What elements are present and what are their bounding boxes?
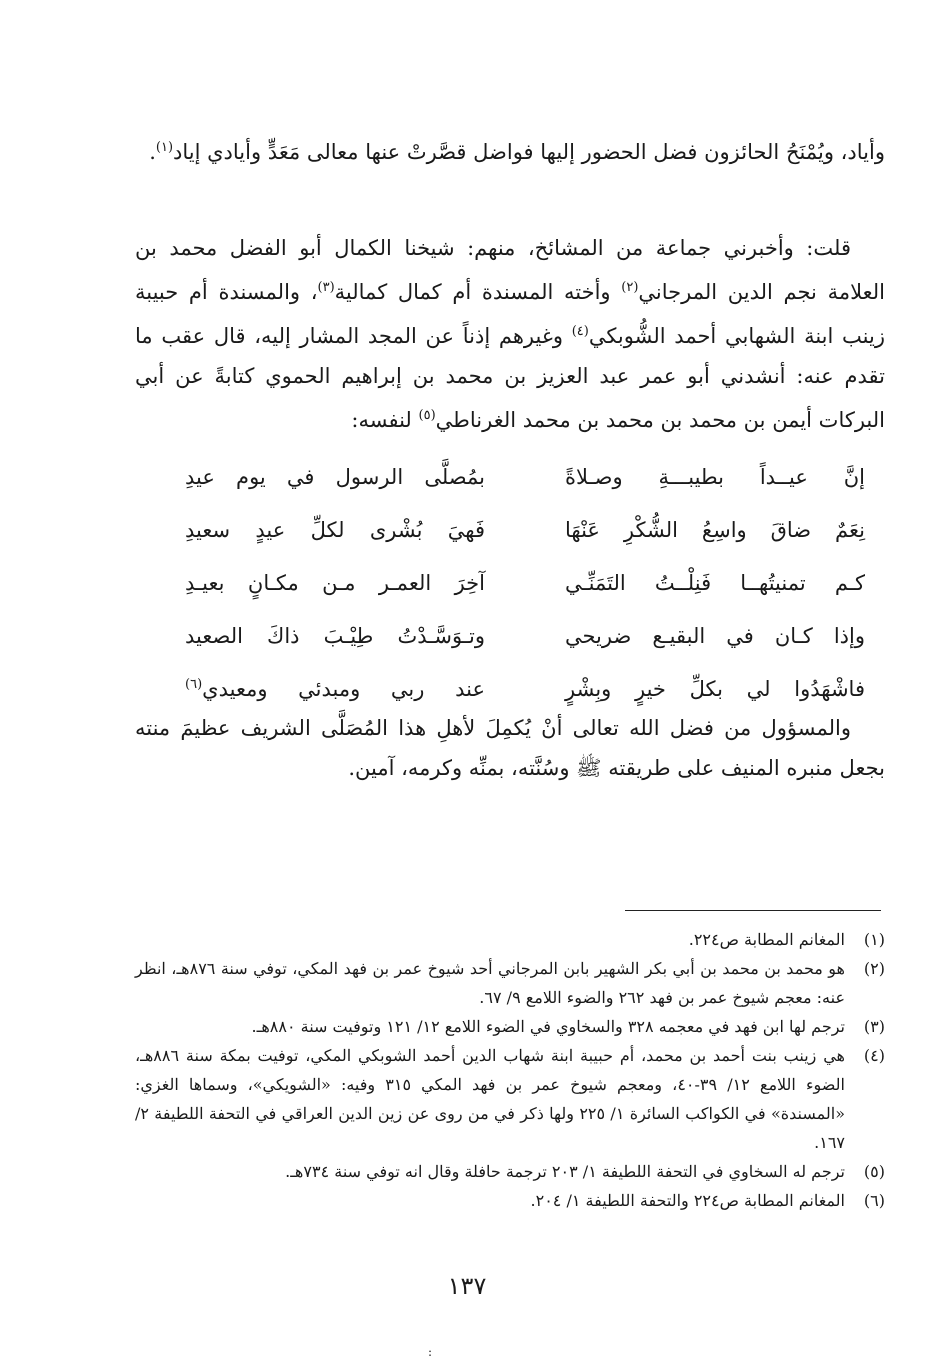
paragraph-chain-part2: وأخته المسندة أم كمال كمالية [334, 280, 622, 304]
paragraph-chain-part4: وغيرهم إذناً عن المجد المشار إليه، قال عقب ما تقدم عنه: أنشدني أبو عمر عبد العزيز بن محمد بن إبراهيم الحموي كتابةً عن أبي البركات أيمن بن محمد بن محمد بن محمد الغرناطي [135, 324, 885, 432]
poem-verse [185, 450, 865, 503]
verse-first-hemistich: إنَّ عيــداً بطيبـــةِ وصـلاةً [565, 464, 865, 489]
footnote-ref-5[interactable]: (٥) [418, 408, 436, 423]
paragraph-intro-end: . [149, 140, 156, 164]
footnote-ref-4[interactable]: (٤) [571, 324, 589, 339]
footnote-ref-3[interactable]: (٣) [317, 280, 335, 295]
footnote-text: ترجم له السخاوي في التحفة اللطيفة ١/ ٢٠٣ ترجمة حافلة وقال انه توفي سنة ٧٣٤هـ. [285, 1162, 845, 1181]
footnote-number: (٤) [863, 1046, 885, 1065]
footnote-number: (١) [863, 930, 885, 949]
paragraph-intro [135, 128, 885, 172]
footnote-text: ترجم لها ابن فهد في معجمه ٣٢٨ والسخاوي في الضوء اللامع ١٢/ ١٢١ وتوفيت سنة ٨٨٠هـ. [251, 1017, 845, 1036]
footnote-divider [625, 910, 881, 911]
footnote-text: المغانم المطابة ص٢٢٤ والتحفة اللطيفة ١/ ٢٠٤. [530, 1191, 845, 1210]
paragraph-chain [135, 228, 885, 440]
verse-second-hemistich: فَهيَ بُشْرى لكلِّ عيدٍ سعيدِ [185, 517, 485, 542]
verse-second-hemistich: وتـوَسَّـدْتُ طِيْـبَ ذاكَ الصعيد [185, 623, 485, 648]
poem-verse [185, 503, 865, 556]
footnote-ref-2[interactable]: (٢) [621, 280, 639, 295]
footnote [135, 925, 885, 954]
verse-second-hemistich [185, 677, 485, 701]
poem [185, 450, 865, 715]
footnote [135, 1186, 885, 1215]
footnote-ref-1[interactable]: (١) [155, 140, 174, 155]
footnote-ref-6[interactable]: (٦) [185, 676, 203, 692]
footnote [135, 1012, 885, 1041]
verse-first-hemistich: نِعَمٌ ضاقَ واسِعُ الشُّكْرِ عَنْهَا [565, 517, 865, 542]
footnote [135, 1157, 885, 1186]
poem-verse [185, 556, 865, 609]
footnote [135, 1041, 885, 1157]
footnote-text: هي زينب بنت أحمد بن محمد، أم حبيبة ابنة شهاب الدين أحمد الشوبكي المكي، توفيت بمكة سنة ٨٨٦هـ، الضوء اللامع ١٢/ ٣٩-٤٠، ومعجم شيوخ عمر بن فهد المكي ٣١٥ وفيه: «الشويكي»، وسماها الغزي: «المسندة» في الكواكب السائرة ١/ ٢٢٥ ولها ذكر في من روى عن زين الدين العراقي في التحفة اللطيفة ٢/ ١٦٧. [135, 1046, 846, 1152]
footnote-number: (٣) [863, 1017, 885, 1036]
verse-second-hemistich-text: عند ربي ومبدئي ومعيدي [202, 676, 485, 701]
footnote-number: (٥) [863, 1162, 885, 1181]
footnote-text: المغانم المطابة ص٢٢٤. [688, 930, 845, 949]
verse-second-hemistich: آخِرَ العمـر مـن مكـانٍ بعيـدِ [185, 570, 485, 595]
poem-verse [185, 609, 865, 662]
footnotes [135, 925, 885, 1215]
verse-first-hemistich: فاشْهَدُوا لي بكلِّ خيرٍ وبِشْرٍ [565, 676, 865, 701]
scan-speck: : [428, 1345, 433, 1359]
paragraph-chain-part1: قلت: وأخبرني جماعة من المشائخ، منهم: شيخنا الكمال أبو الفضل محمد بن العلامة نجم الدين المرجاني [135, 236, 885, 304]
verse-first-hemistich: وإذا كـان في البقيـع ضريحي [565, 623, 865, 648]
verse-second-hemistich: بمُصلَّى الرسول في يوم عيدِ [185, 464, 485, 489]
paragraph-closing-text: والمسؤول من فضل الله تعالى أنْ يُكمِلَ لأهلِ هذا المُصَلَّى الشريف عظيمَ منته بجعل منبره المنيف على طريقته ﷺ وسُنَّته، بمنِّه وكرمه، آمين. [135, 716, 885, 780]
footnote [135, 954, 885, 1012]
paragraph-intro-text: وأياد، ويُمْنَحُ الحائزون فضل الحضور إليها فواضل قصَّرتْ عنها معالى مَعَدٍّ وأيادي إياد [173, 140, 885, 164]
footnote-text: هو محمد بن محمد بن أبي بكر الشهير بابن المرجاني أحد شيوخ عمر بن فهد المكي، توفي سنة ٨٧٦هـ، انظر عنه: معجم شيوخ عمر بن فهد ٢٦٢ والضوء اللامع ٩/ ٦٧. [135, 959, 845, 1007]
paragraph-chain-part3: ، والمسندة أم حبيبة زينب ابنة الشهابي أحمد الشُّوبكي [135, 280, 885, 348]
paragraph-chain-part5: لنفسه: [351, 408, 419, 432]
footnote-number: (٦) [863, 1191, 885, 1210]
verse-first-hemistich: كـم تمنيتُهــا فَنِلْــتُ التَمَنِّـي [565, 570, 865, 595]
paragraph-closing [135, 708, 885, 788]
page-number: ١٣٧ [447, 1272, 487, 1300]
footnote-number: (٢) [863, 959, 885, 978]
